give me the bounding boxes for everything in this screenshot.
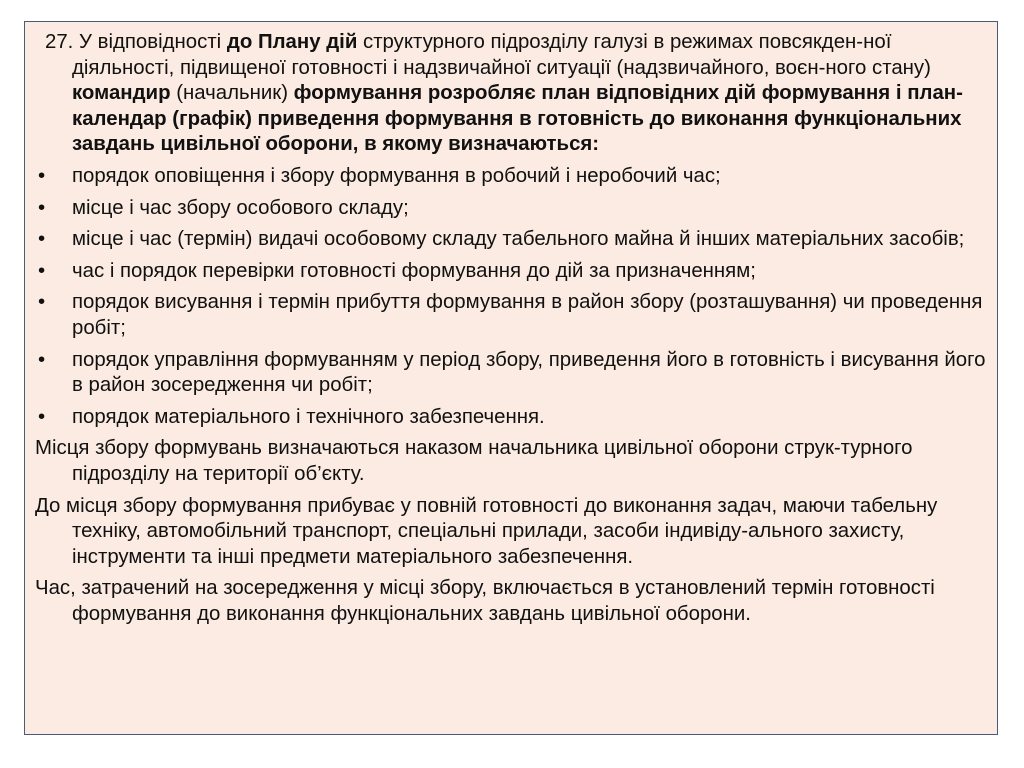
- concentration-time-paragraph: Час, затрачений на зосередження у місці збору, включається в установлений термін готовності формування до виконання функціональних завдань цивільної оборони.: [35, 577, 935, 625]
- bullet-text: порядок оповіщення і збору формування в робочий і неробочий час;: [72, 164, 721, 187]
- bullet-text: місце і час (термін) видачі особовому складу табельного майна й інших матеріальних засобів;: [72, 228, 965, 251]
- assembly-places-paragraph: Місця збору формувань визначаються наказом начальника цивільної оборони струк-турного підрозділу на території об’єкту.: [35, 437, 913, 485]
- bullet-text: порядок управління формуванням у період збору, приведення його в готовність і висування його в район зосередження чи робіт;: [72, 348, 986, 397]
- slide-text-frame: [24, 21, 998, 735]
- formation-plan-bold: формування розробляє план відповідних дій формування і план-календар (графік) приведення формування в готовність до виконання функціональних завдань цивільної оборони, в якому визначаються:: [72, 82, 963, 156]
- bullet-item: [35, 348, 987, 399]
- intro-text-2: структурного підрозділу галузі в режимах повсякден-ної діяльності, підвищеної готовності і надзвичайної ситуації (надзвичайного, воєн-ного стану): [72, 31, 931, 79]
- bullet-item: [35, 196, 987, 222]
- bullet-icon: •: [38, 164, 46, 187]
- arrival-readiness-paragraph: До місця збору формування прибуває у повній готовності до виконання задач, маючи табельну техніку, автомобільний транспорт, спеціальні прилади, засоби індивіду-ального захисту, інструменти та інші предмети матеріального забезпечення.: [35, 494, 938, 568]
- commander-bold: командир: [72, 82, 171, 105]
- bullet-item: [35, 259, 987, 285]
- bullet-icon: •: [38, 196, 46, 219]
- bullet-icon: •: [38, 259, 46, 282]
- bullet-icon: •: [38, 291, 46, 314]
- bullet-icon: •: [38, 348, 46, 371]
- bullet-text: місце і час збору особового складу;: [72, 196, 409, 219]
- intro-paragraph: [35, 30, 987, 158]
- bullet-icon: •: [38, 405, 46, 428]
- bullet-icon: •: [38, 228, 46, 251]
- intro-text-1: У відповідності: [79, 31, 227, 53]
- item-number: 27.: [45, 31, 80, 53]
- bullet-text: час і порядок перевірки готовності формування до дій за призначенням;: [72, 259, 756, 282]
- bullet-text: порядок висування і термін прибуття формування в район збору (розташування) чи проведення робіт;: [72, 291, 983, 339]
- intro-text-3: (начальник): [170, 82, 294, 105]
- bullet-item: [35, 227, 987, 253]
- bullet-list: [35, 164, 987, 430]
- bullet-item: [35, 164, 987, 190]
- bullet-item: [35, 290, 987, 341]
- plan-of-actions-bold: до Плану дій: [226, 31, 358, 53]
- bullet-text: порядок матеріального і технічного забезпечення.: [72, 405, 545, 428]
- bullet-item: [35, 405, 987, 431]
